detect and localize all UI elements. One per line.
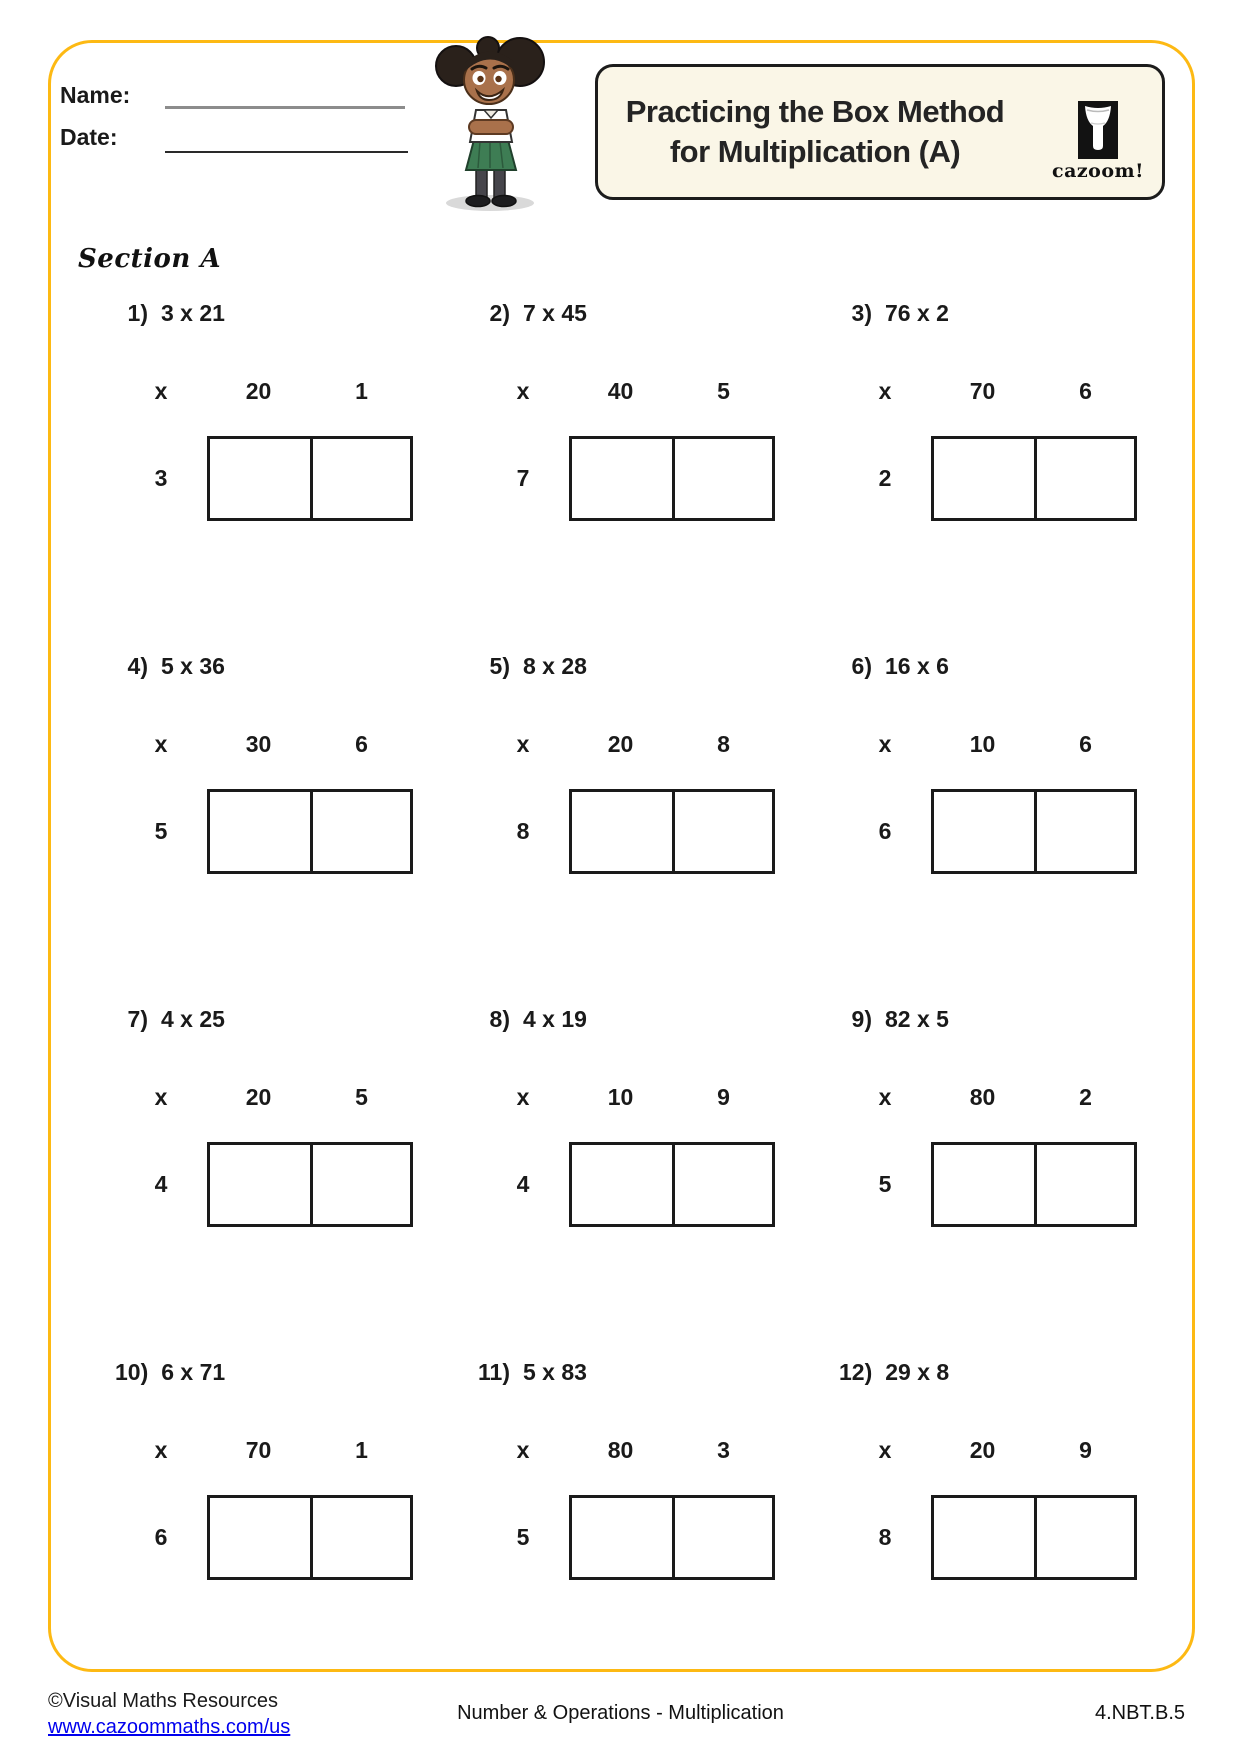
problems-grid bbox=[115, 300, 1137, 1712]
box-header-row bbox=[477, 1084, 775, 1110]
answer-box bbox=[207, 789, 413, 874]
problem-number: 7) bbox=[127, 1006, 148, 1032]
problem-expression: 76 x 2 bbox=[885, 300, 949, 326]
title-box bbox=[595, 64, 1165, 200]
row-factor: 3 bbox=[154, 465, 168, 491]
tens-header: 10 bbox=[607, 1084, 634, 1110]
footer-category: Number & Operations - Multiplication bbox=[457, 1702, 784, 1724]
footer-copyright: ©Visual Maths Resources bbox=[48, 1690, 279, 1712]
box-body-row bbox=[477, 436, 775, 521]
box-body-row bbox=[477, 789, 775, 874]
problem-number: 4) bbox=[127, 653, 148, 679]
multiply-symbol: x bbox=[516, 1437, 530, 1463]
ones-header: 5 bbox=[355, 1084, 368, 1110]
ones-header: 6 bbox=[1079, 378, 1092, 404]
problem-label bbox=[115, 300, 413, 326]
problem bbox=[477, 653, 775, 1006]
answer-box bbox=[207, 1142, 413, 1227]
answer-cell-right bbox=[310, 1145, 410, 1224]
answer-cell-left bbox=[572, 439, 672, 518]
ones-header: 2 bbox=[1079, 1084, 1092, 1110]
problem-number: 9) bbox=[851, 1006, 872, 1032]
djembe-drum-icon bbox=[1078, 101, 1118, 159]
answer-cell-right bbox=[672, 1145, 772, 1224]
answer-cell-right bbox=[672, 792, 772, 871]
problem bbox=[839, 1359, 1137, 1712]
answer-cell-right bbox=[1034, 792, 1134, 871]
problem bbox=[839, 300, 1137, 653]
answer-box bbox=[931, 436, 1137, 521]
footer-link[interactable]: www.cazoommaths.com/us bbox=[48, 1716, 291, 1738]
answer-box bbox=[207, 436, 413, 521]
answer-cell-left bbox=[210, 792, 310, 871]
problem-number: 11) bbox=[478, 1359, 510, 1385]
answer-box bbox=[569, 1495, 775, 1580]
problem-number: 2) bbox=[489, 300, 510, 326]
answer-box bbox=[931, 1142, 1137, 1227]
box-header-row bbox=[477, 378, 775, 404]
multiply-symbol: x bbox=[878, 1437, 892, 1463]
tens-header: 20 bbox=[245, 1084, 272, 1110]
date-line bbox=[165, 151, 408, 153]
problem bbox=[115, 300, 413, 653]
multiply-symbol: x bbox=[516, 731, 530, 757]
box-header-row bbox=[115, 1084, 413, 1110]
box-body-row bbox=[115, 789, 413, 874]
problem-label bbox=[839, 300, 1137, 326]
problem bbox=[477, 1006, 775, 1359]
box-body-row bbox=[839, 1142, 1137, 1227]
problem-number: 12) bbox=[839, 1359, 873, 1385]
ones-header: 1 bbox=[355, 1437, 368, 1463]
worksheet-title-line2: for Multiplication (A) bbox=[669, 134, 961, 169]
answer-cell-right bbox=[672, 1498, 772, 1577]
answer-cell-left bbox=[572, 792, 672, 871]
answer-cell-right bbox=[310, 1498, 410, 1577]
answer-box bbox=[569, 1142, 775, 1227]
problem-number: 5) bbox=[489, 653, 510, 679]
answer-cell-right bbox=[1034, 1145, 1134, 1224]
problem bbox=[839, 1006, 1137, 1359]
box-body-row bbox=[477, 1495, 775, 1580]
name-label: Name: bbox=[60, 82, 131, 108]
row-factor: 5 bbox=[878, 1171, 892, 1197]
tens-header: 30 bbox=[245, 731, 272, 757]
box-body-row bbox=[839, 1495, 1137, 1580]
box-header-row bbox=[839, 1084, 1137, 1110]
cazoom-logo bbox=[1052, 101, 1144, 182]
ones-header: 9 bbox=[1079, 1437, 1092, 1463]
row-factor: 4 bbox=[516, 1171, 530, 1197]
answer-cell-right bbox=[310, 439, 410, 518]
problem bbox=[115, 1006, 413, 1359]
problem-label bbox=[115, 1006, 413, 1032]
row-factor: 5 bbox=[154, 818, 168, 844]
problem-label bbox=[115, 1359, 413, 1385]
tens-header: 70 bbox=[969, 378, 996, 404]
tens-header: 20 bbox=[245, 378, 272, 404]
problem-expression: 82 x 5 bbox=[885, 1006, 949, 1032]
box-header-row bbox=[839, 731, 1137, 757]
multiply-symbol: x bbox=[516, 1084, 530, 1110]
worksheet-title bbox=[608, 67, 1022, 197]
tens-header: 80 bbox=[607, 1437, 634, 1463]
problem-number: 6) bbox=[851, 653, 872, 679]
problem-label bbox=[115, 653, 413, 679]
problem-expression: 8 x 28 bbox=[523, 653, 587, 679]
problem-label bbox=[477, 1006, 775, 1032]
ones-header: 1 bbox=[355, 378, 368, 404]
problem-label bbox=[477, 300, 775, 326]
row-factor: 6 bbox=[878, 818, 892, 844]
ones-header: 3 bbox=[717, 1437, 730, 1463]
box-header-row bbox=[115, 378, 413, 404]
problem-number: 3) bbox=[851, 300, 872, 326]
box-header-row bbox=[115, 1437, 413, 1463]
problem-expression: 29 x 8 bbox=[885, 1359, 950, 1385]
answer-box bbox=[569, 789, 775, 874]
problem-label bbox=[839, 1006, 1137, 1032]
footer-standard: 4.NBT.B.5 bbox=[1094, 1702, 1185, 1724]
ones-header: 6 bbox=[355, 731, 368, 757]
problem-label bbox=[477, 1359, 775, 1385]
box-body-row bbox=[115, 436, 413, 521]
answer-cell-left bbox=[210, 1498, 310, 1577]
date-label: Date: bbox=[60, 124, 118, 150]
answer-cell-right bbox=[1034, 1498, 1134, 1577]
problem bbox=[115, 653, 413, 1006]
multiply-symbol: x bbox=[154, 731, 168, 757]
multiply-symbol: x bbox=[154, 1084, 168, 1110]
problem-expression: 6 x 71 bbox=[161, 1359, 226, 1385]
box-body-row bbox=[477, 1142, 775, 1227]
answer-box bbox=[207, 1495, 413, 1580]
section-heading: Section A bbox=[78, 244, 222, 274]
problem bbox=[115, 1359, 413, 1712]
problem-expression: 16 x 6 bbox=[885, 653, 949, 679]
answer-cell-left bbox=[210, 1145, 310, 1224]
box-header-row bbox=[839, 1437, 1137, 1463]
answer-box bbox=[931, 789, 1137, 874]
student-character-illustration bbox=[432, 36, 554, 212]
row-factor: 7 bbox=[516, 465, 530, 491]
answer-cell-left bbox=[572, 1498, 672, 1577]
box-header-row bbox=[115, 731, 413, 757]
problem bbox=[477, 1359, 775, 1712]
tens-header: 20 bbox=[607, 731, 634, 757]
answer-cell-right bbox=[1034, 439, 1134, 518]
answer-box bbox=[931, 1495, 1137, 1580]
problem-number: 10) bbox=[115, 1359, 149, 1385]
problem-expression: 5 x 36 bbox=[161, 653, 225, 679]
ones-header: 5 bbox=[717, 378, 730, 404]
row-factor: 4 bbox=[154, 1171, 168, 1197]
problem-expression: 5 x 83 bbox=[523, 1359, 587, 1385]
problem-label bbox=[839, 1359, 1137, 1385]
answer-cell-left bbox=[934, 1145, 1034, 1224]
answer-cell-left bbox=[934, 792, 1034, 871]
problem-expression: 7 x 45 bbox=[523, 300, 587, 326]
problem bbox=[839, 653, 1137, 1006]
tens-header: 40 bbox=[607, 378, 634, 404]
box-header-row bbox=[477, 1437, 775, 1463]
answer-cell-left bbox=[934, 439, 1034, 518]
ones-header: 8 bbox=[717, 731, 730, 757]
tens-header: 80 bbox=[969, 1084, 996, 1110]
row-factor: 8 bbox=[516, 818, 530, 844]
ones-header: 6 bbox=[1079, 731, 1092, 757]
box-body-row bbox=[115, 1142, 413, 1227]
worksheet-title-line1: Practicing the Box Method bbox=[625, 94, 1005, 129]
tens-header: 10 bbox=[969, 731, 996, 757]
box-body-row bbox=[839, 436, 1137, 521]
problem-expression: 4 x 19 bbox=[523, 1006, 587, 1032]
box-header-row bbox=[839, 378, 1137, 404]
problem-number: 8) bbox=[489, 1006, 510, 1032]
box-header-row bbox=[477, 731, 775, 757]
problem-expression: 3 x 21 bbox=[161, 300, 225, 326]
answer-cell-right bbox=[672, 439, 772, 518]
multiply-symbol: x bbox=[878, 1084, 892, 1110]
row-factor: 5 bbox=[516, 1524, 530, 1550]
ones-header: 9 bbox=[717, 1084, 730, 1110]
answer-cell-left bbox=[934, 1498, 1034, 1577]
tens-header: 70 bbox=[245, 1437, 272, 1463]
multiply-symbol: x bbox=[154, 378, 168, 404]
multiply-symbol: x bbox=[878, 731, 892, 757]
answer-cell-left bbox=[572, 1145, 672, 1224]
answer-cell-right bbox=[310, 792, 410, 871]
row-factor: 2 bbox=[878, 465, 892, 491]
problem-expression: 4 x 25 bbox=[161, 1006, 225, 1032]
tens-header: 20 bbox=[969, 1437, 996, 1463]
name-line bbox=[165, 106, 405, 109]
cazoom-logo-text: cazoom! bbox=[1052, 160, 1144, 182]
problem-label bbox=[839, 653, 1137, 679]
box-body-row bbox=[839, 789, 1137, 874]
row-factor: 6 bbox=[154, 1524, 168, 1550]
problem bbox=[477, 300, 775, 653]
multiply-symbol: x bbox=[878, 378, 892, 404]
row-factor: 8 bbox=[878, 1524, 892, 1550]
answer-box bbox=[569, 436, 775, 521]
answer-cell-left bbox=[210, 439, 310, 518]
problem-number: 1) bbox=[127, 300, 148, 326]
multiply-symbol: x bbox=[154, 1437, 168, 1463]
multiply-symbol: x bbox=[516, 378, 530, 404]
box-body-row bbox=[115, 1495, 413, 1580]
problem-label bbox=[477, 653, 775, 679]
